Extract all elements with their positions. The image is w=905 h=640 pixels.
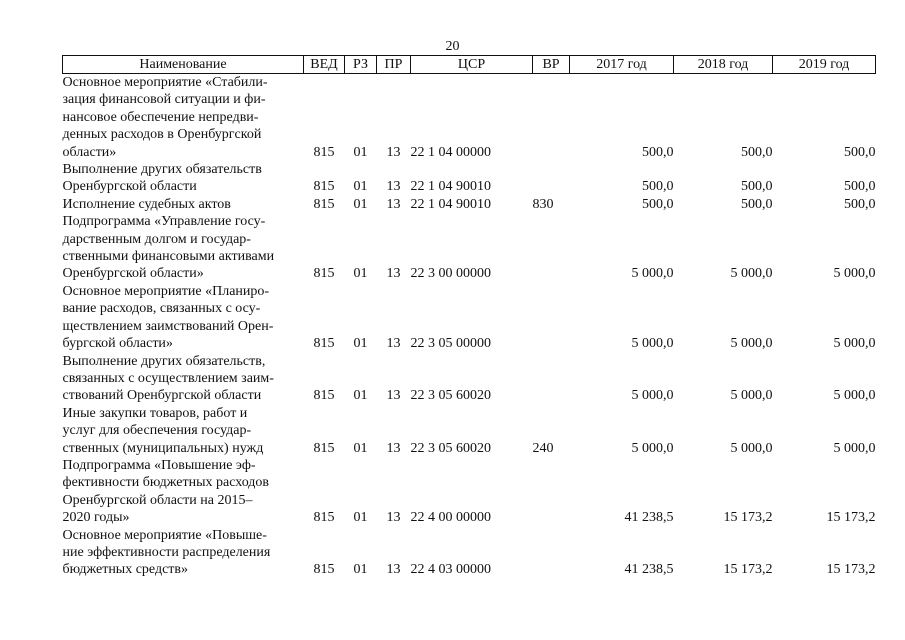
table-row	[63, 405, 876, 457]
cell-pr: 13	[386, 266, 401, 282]
cell-vr	[533, 353, 570, 405]
cell-rz: 01	[353, 144, 368, 160]
cell-name: Выполнение других обязательств, связанных с осуществлением заим- ствований Оренбургской области	[62, 353, 274, 404]
table-row	[63, 283, 876, 353]
cell-name: Выполнение других обязательств Оренбургской области	[62, 162, 262, 195]
cell-2018: 5 000,0	[730, 336, 773, 352]
cell-ved: 815	[313, 336, 335, 352]
header-ved: ВЕД	[304, 56, 345, 74]
cell-pr: 13	[386, 336, 401, 352]
cell-ved: 815	[313, 196, 335, 212]
cell-2018: 5 000,0	[730, 440, 773, 456]
table-header-row	[63, 56, 876, 74]
cell-pr: 13	[386, 388, 401, 404]
cell-csr: 22 4 03 00000	[410, 562, 491, 578]
header-name: Наименование	[63, 56, 304, 74]
cell-2017: 41 238,5	[624, 562, 674, 578]
table-row	[63, 457, 876, 527]
cell-pr: 13	[386, 179, 401, 195]
cell-pr: 13	[386, 440, 401, 456]
cell-2018: 500,0	[741, 196, 773, 212]
header-vr: ВР	[533, 56, 570, 74]
cell-2018: 15 173,2	[723, 510, 773, 526]
table-row	[63, 527, 876, 579]
cell-2017: 41 238,5	[624, 510, 674, 526]
cell-2017: 500,0	[642, 179, 674, 195]
cell-rz: 01	[353, 440, 368, 456]
header-pr: ПР	[377, 56, 411, 74]
cell-2017: 500,0	[642, 144, 674, 160]
cell-pr: 13	[386, 196, 401, 212]
cell-2017: 5 000,0	[631, 266, 674, 282]
cell-2019: 5 000,0	[833, 266, 876, 282]
cell-name: Иные закупки товаров, работ и услуг для обеспечения государ- ственных (муниципальных) нужд	[62, 405, 264, 456]
table-row	[63, 196, 876, 213]
cell-2018: 500,0	[741, 144, 773, 160]
page-number: 20	[445, 39, 460, 54]
cell-2018: 15 173,2	[723, 562, 773, 578]
cell-csr: 22 3 00 00000	[410, 266, 491, 282]
cell-pr: 13	[386, 510, 401, 526]
cell-2019: 5 000,0	[833, 440, 876, 456]
table-row	[63, 213, 876, 283]
cell-2018: 5 000,0	[730, 388, 773, 404]
cell-2019: 5 000,0	[833, 336, 876, 352]
cell-2019: 15 173,2	[826, 562, 876, 578]
cell-rz: 01	[353, 266, 368, 282]
header-2017: 2017 год	[570, 56, 674, 74]
cell-rz: 01	[353, 336, 368, 352]
cell-2018: 500,0	[741, 179, 773, 195]
cell-vr	[533, 213, 570, 283]
cell-2019: 500,0	[844, 144, 876, 160]
cell-name: Основное мероприятие «Повыше- ние эффективности распределения бюджетных средств»	[62, 527, 271, 578]
budget-table	[62, 55, 876, 579]
table-row	[63, 161, 876, 196]
header-2019: 2019 год	[773, 56, 876, 74]
cell-csr: 22 4 00 00000	[410, 510, 491, 526]
cell-csr: 22 3 05 00000	[410, 336, 491, 352]
cell-ved: 815	[313, 179, 335, 195]
table-row	[63, 74, 876, 162]
cell-pr: 13	[386, 562, 401, 578]
cell-csr: 22 1 04 90010	[410, 196, 491, 212]
cell-2017: 500,0	[642, 196, 674, 212]
table-body	[63, 74, 876, 579]
cell-ved: 815	[313, 440, 335, 456]
cell-rz: 01	[353, 179, 368, 195]
cell-vr: 830	[532, 196, 554, 212]
cell-2019: 15 173,2	[826, 510, 876, 526]
cell-ved: 815	[313, 388, 335, 404]
cell-vr: 240	[532, 440, 554, 456]
cell-vr	[533, 283, 570, 353]
cell-name: Исполнение судебных актов	[62, 196, 231, 212]
cell-2018: 5 000,0	[730, 266, 773, 282]
cell-ved: 815	[313, 144, 335, 160]
cell-2019: 500,0	[844, 196, 876, 212]
cell-vr	[533, 527, 570, 579]
cell-vr	[533, 457, 570, 527]
cell-rz: 01	[353, 562, 368, 578]
cell-2017: 5 000,0	[631, 388, 674, 404]
cell-ved: 815	[313, 562, 335, 578]
cell-2017: 5 000,0	[631, 440, 674, 456]
header-2018: 2018 год	[674, 56, 773, 74]
cell-2019: 500,0	[844, 179, 876, 195]
cell-ved: 815	[313, 510, 335, 526]
cell-name: Подпрограмма «Управление госу- дарственным долгом и государ- ственными финансовыми активами Оренбургской области»	[62, 214, 275, 282]
cell-name: Подпрограмма «Повышение эф- фективности бюджетных расходов Оренбургской области на 2015– 2020 годы»	[62, 457, 270, 526]
cell-vr	[533, 74, 570, 162]
cell-csr: 22 1 04 00000	[410, 144, 491, 160]
cell-vr	[533, 161, 570, 196]
table-row	[63, 353, 876, 405]
cell-csr: 22 1 04 90010	[410, 179, 491, 195]
cell-rz: 01	[353, 510, 368, 526]
cell-name: Основное мероприятие «Планиро- вание расходов, связанных с осу- ществлением заимствований Орен- бургской области»	[62, 283, 274, 352]
header-rz: РЗ	[345, 56, 377, 74]
header-csr: ЦСР	[411, 56, 533, 74]
cell-2019: 5 000,0	[833, 388, 876, 404]
cell-csr: 22 3 05 60020	[410, 388, 491, 404]
cell-csr: 22 3 05 60020	[410, 440, 491, 456]
cell-ved: 815	[313, 266, 335, 282]
cell-name: Основное мероприятие «Стабили- зация финансовой ситуации и фи- нансовое обеспечение непредви- денных расходов в Оренбургской области»	[62, 75, 268, 160]
cell-rz: 01	[353, 388, 368, 404]
cell-2017: 5 000,0	[631, 336, 674, 352]
cell-pr: 13	[386, 144, 401, 160]
cell-rz: 01	[353, 196, 368, 212]
